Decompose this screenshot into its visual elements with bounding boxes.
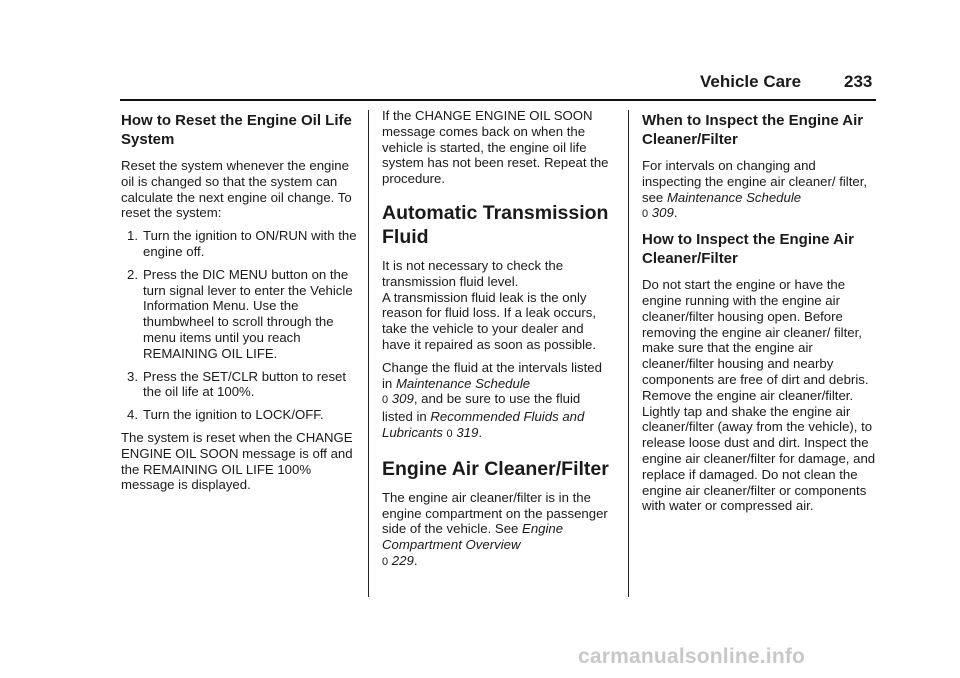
section-engine-air-cleaner: Engine Air Cleaner/Filter [382, 457, 609, 480]
watermark: carmanualsonline.info [578, 645, 806, 668]
heading-when-to-inspect: When to Inspect the Engine Air Cleaner/Filter [642, 112, 864, 148]
step-text: Press the SET/CLR button to reset the oil life at 100%. [143, 368, 347, 400]
step-number: 3. [127, 368, 138, 384]
column-1 [121, 108, 357, 500]
text-run: . [413, 552, 418, 568]
fluid-leak-paragraph: A transmission fluid leak is the only reason for fluid loss. If a leak occurs, take the vehicle to your dealer and have it repaired as soon as possible. [382, 289, 597, 352]
step-number: 4. [127, 407, 138, 423]
step-text: Turn the ignition to ON/RUN with the engine off. [143, 228, 357, 259]
column-divider [628, 110, 629, 597]
text-run: . [673, 205, 678, 221]
step-text: Press the DIC MENU button on the turn signal lever to enter the Vehicle Information Menu. Use the thumbwheel to scroll through the menu items until you reach REMAINING OIL LIFE. [143, 266, 353, 361]
engine-compartment-link[interactable]: Engine Compartment Overview [382, 521, 564, 553]
column-3 [642, 108, 878, 521]
text-run: , and be sure to use the fluid listed in [382, 391, 581, 425]
text-run: The engine air cleaner/filter is in the engine compartment on the passenger side of the vehicle. See [382, 489, 608, 537]
reset-intro-paragraph: Reset the system whenever the engine oil is changed so that the system can calculate the next engine oil change. To reset the system: [121, 158, 352, 221]
header-rule [120, 99, 876, 101]
page-ref-icon: 0 [382, 555, 389, 568]
page-ref-309[interactable]: 309 [651, 205, 674, 221]
page-header-title: Vehicle Care [700, 72, 802, 91]
text-run: Change the fluid at the intervals listed in [382, 359, 602, 391]
step-text: Turn the ignition to LOCK/OFF. [143, 407, 324, 423]
step-number: 2. [127, 266, 138, 282]
maintenance-schedule-link[interactable]: Maintenance Schedule [666, 189, 802, 205]
page-ref-icon: 0 [382, 394, 389, 407]
inspect-interval-paragraph [642, 158, 878, 223]
page-ref-319[interactable]: 319 [456, 424, 479, 440]
maintenance-schedule-link[interactable]: Maintenance Schedule [395, 375, 531, 391]
fluid-change-paragraph [382, 360, 614, 443]
text-run: . [478, 424, 483, 440]
reset-outro-paragraph: The system is reset when the CHANGE ENGINE OIL SOON message is off and the REMAINING OIL LIFE 100% message is displayed. [121, 429, 353, 493]
air-cleaner-location-paragraph [382, 490, 614, 571]
section-automatic-transmission-fluid: Automatic Transmission Fluid [382, 201, 609, 248]
heading-reset-oil-life: How to Reset the Engine Oil Life System [121, 112, 352, 148]
list-item [121, 407, 357, 423]
page-ref-icon: 0 [446, 427, 453, 440]
page-number: 233 [844, 72, 873, 91]
list-item [121, 369, 357, 401]
text-run: For intervals on changing and inspecting the engine air cleaner/ filter, see [642, 158, 868, 205]
fluid-check-paragraph: It is not necessary to check the transmission fluid level. [382, 257, 564, 289]
page-ref-icon: 0 [642, 208, 649, 221]
page-ref-229[interactable]: 229 [391, 552, 414, 568]
recommended-fluids-link[interactable]: Recommended Fluids and Lubricants [382, 409, 585, 440]
page-ref-309[interactable]: 309 [391, 391, 414, 407]
oil-message-paragraph: If the CHANGE ENGINE OIL SOON message comes back on when the vehicle is started, the engine oil life system has not been reset. Repeat the procedure. [382, 108, 609, 187]
inspect-procedure-paragraph: Do not start the engine or have the engine running with the engine air cleaner/filter housing open. Before removing the engine air cleaner/ filter, make sure that the engine air cleaner/filter housing and nearby components are free of dirt and debris. Remove the engine air cleaner/filter. Lightly tap and shake the engine air cleaner/filter (away from the vehicle), to release loose dust and dirt. Inspect the engine air cleaner/filter for damage, and replace if damaged. Do not clean the engine air cleaner/filter or components with water or compressed air. [642, 277, 876, 514]
reset-steps-list [121, 228, 357, 423]
heading-how-to-inspect: How to Inspect the Engine Air Cleaner/Filter [642, 231, 854, 268]
column-divider [368, 110, 369, 597]
list-item [121, 267, 357, 362]
step-number: 1. [127, 228, 138, 244]
column-2 [382, 108, 614, 578]
list-item [121, 228, 357, 260]
